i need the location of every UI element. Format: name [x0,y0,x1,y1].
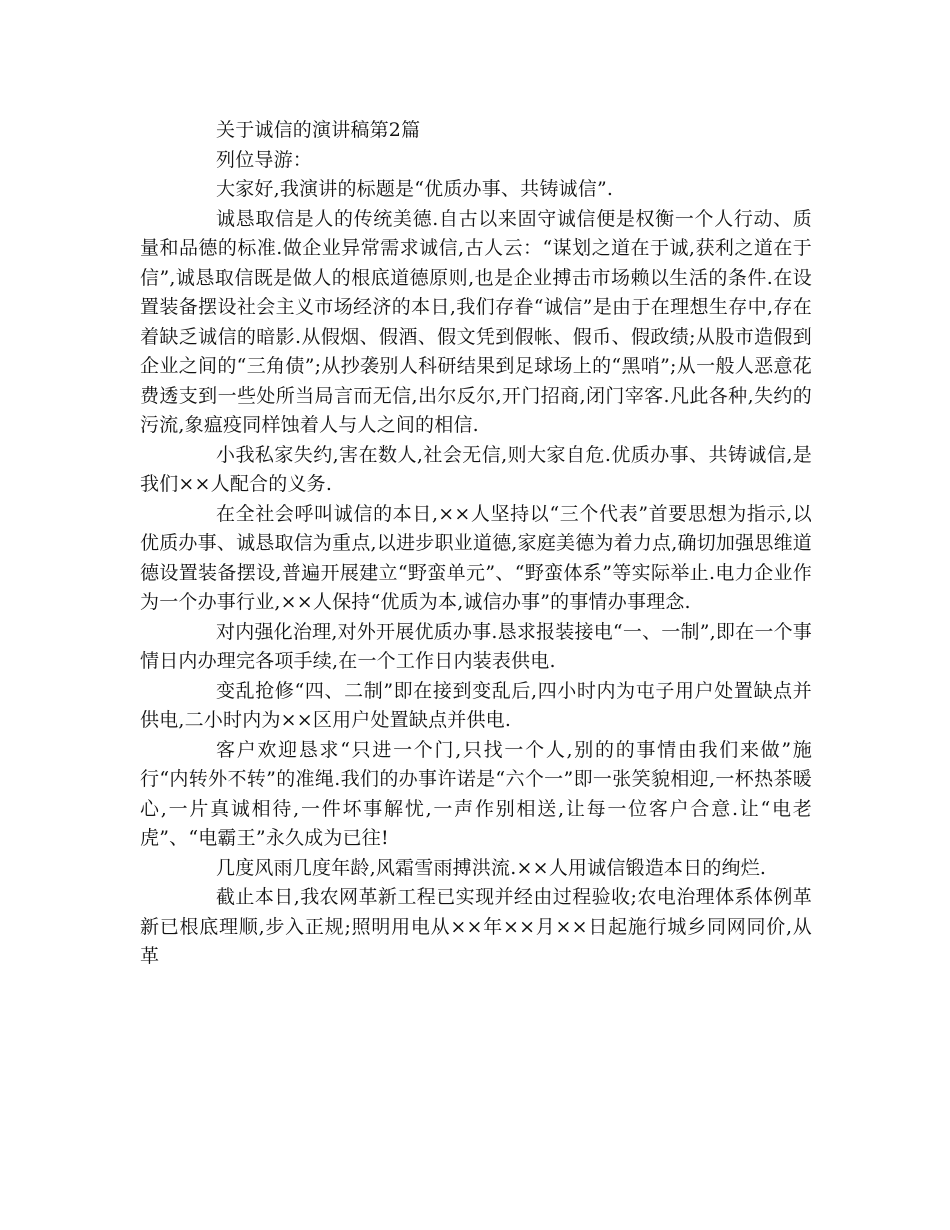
paragraph-progress: 截止本日,我农网革新工程已实现并经由过程验收;农电治理体系体例革新已根底理顺,步入正规;照明用电从××年××月××日起施行城乡同网同价,从革 [140,886,812,967]
paragraph-years: 几度风雨几度年龄,风霜雪雨搏洪流.××人用诚信锻造本日的绚烂. [216,856,767,879]
paragraph-greeting: 大家好,我演讲的标题是“优质办事、共铸诚信”. [216,178,614,200]
document-title: 关于诚信的演讲稿第2篇 [216,119,421,141]
document-page [140,116,812,972]
paragraph-integrity-virtue: 诚恳取信是人的传统美德.自古以来固守诚信便是权衡一个人行动、质量和品德的标准.做企业异常需求诚信,古人云：“谋划之道在于诚,获利之道在于信”,诚恳取信既是做人的根底道德原则,也是企业搏击市场赖以生活的条件.在设置装备摆设社会主义市场经济的本日,我们存眷“诚信”是由于在理想生存中,存在着缺乏诚信的暗影.从假烟、假酒、假文凭到假帐、假币、假政绩;从股市造假到企业之间的“三角债”;从抄袭别人科研结果到足球场上的“黑哨”;从一般人恶意花费透支到一些处所当局言而无信,出尔反尔,开门招商,闭门宰客.凡此各种,失约的污流,象瘟疫同样蚀着人与人之间的相信. [140,207,812,436]
paragraph-society-call: 在全社会呼叫诚信的本日,××人坚持以“三个代表”首要思想为指示,以优质办事、诚恳取信为重点,以进步职业道德,家庭美德为着力点,确切加强思维道德设置装备摆设,普遍开展建立“野蛮单元”、“野蛮体系”等实际举止.电力企业作为一个办事行业,××人保持“优质为本,诚信办事”的事情办事理念. [140,502,812,613]
paragraph-salutation: 列位导游： [216,148,313,171]
paragraph-internal-management: 对内强化治理,对外开展优质办事.恳求报装接电“一、一制”,即在一个事情日内办理完各项手续,在一个工作日内装表供电. [140,620,812,672]
paragraph-repair-rule: 变乱抢修“四、二制”即在接到变乱后,四小时内为屯子用户处置缺点并供电,二小时内为××区用户处置缺点并供电. [140,679,812,731]
paragraph-customer-service: 客户欢迎恳求“只进一个门,只找一个人,别的的事情由我们来做”施行“内转外不转”的准绳.我们的办事许诺是“六个一”即一张笑貌相迎,一杯热茶暖心,一片真诚相待,一件坏事解忧,一声作别相送,让每一位客户合意.让“电老虎”、“电霸王”永久成为已往! [140,738,812,849]
paragraph-personal-responsibility: 小我私家失约,害在数人,社会无信,则大家自危.优质办事、共铸诚信,是我们××人配合的义务. [140,443,812,495]
